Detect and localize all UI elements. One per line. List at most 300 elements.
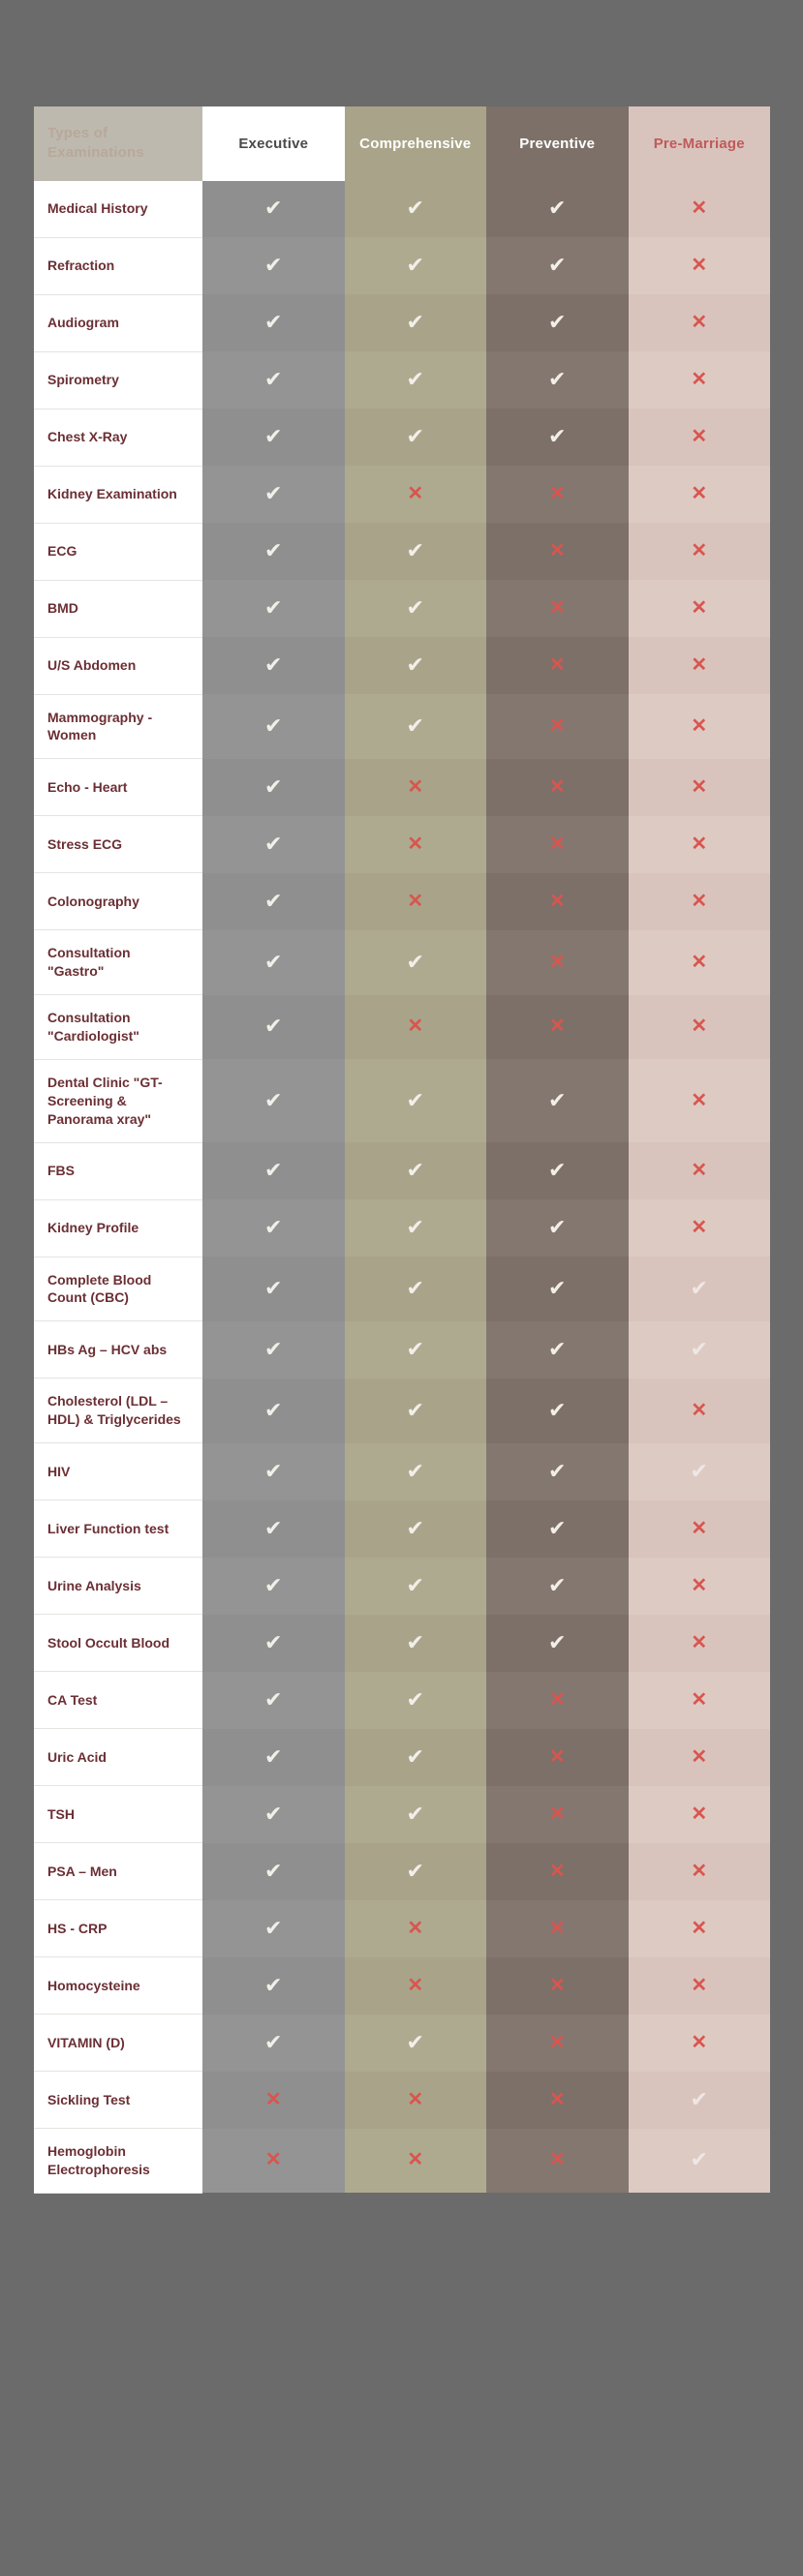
table-row: [34, 1321, 770, 1379]
coverage-cell-preventive: [486, 1729, 629, 1786]
coverage-cell-executive: [202, 1843, 345, 1900]
table-row: [34, 580, 770, 637]
cross-icon: ✕: [548, 775, 566, 798]
coverage-cell-executive: [202, 1786, 345, 1843]
coverage-cell-comprehensive: [345, 294, 487, 351]
check-icon: ✔: [406, 1572, 424, 1597]
cross-icon: ✕: [548, 1688, 566, 1711]
table-row: [34, 1500, 770, 1558]
check-icon: ✔: [548, 1397, 567, 1422]
cross-icon: ✕: [407, 890, 424, 912]
coverage-cell-comprehensive: [345, 1199, 487, 1257]
table-row: [34, 2129, 770, 2194]
check-icon: ✔: [548, 1336, 567, 1361]
coverage-cell-preventive: [486, 759, 629, 816]
coverage-cell-executive: [202, 1379, 345, 1443]
check-icon: ✔: [264, 1215, 283, 1240]
cross-icon: ✕: [691, 1917, 708, 1939]
exam-name-cell: HIV: [34, 1443, 202, 1500]
coverage-cell-comprehensive: [345, 181, 487, 238]
coverage-cell-preventive: [486, 1957, 629, 2015]
check-icon: ✔: [406, 1397, 424, 1422]
coverage-cell-pre_marriage: [629, 1321, 771, 1379]
cross-icon: ✕: [548, 1803, 566, 1825]
table-row: [34, 1443, 770, 1500]
cross-icon: ✕: [548, 2149, 566, 2171]
check-icon: ✔: [264, 949, 283, 974]
coverage-cell-executive: [202, 237, 345, 294]
coverage-cell-pre_marriage: [629, 523, 771, 580]
exam-name-cell: FBS: [34, 1142, 202, 1199]
cross-icon: ✕: [691, 1803, 708, 1825]
check-icon: ✔: [264, 1629, 283, 1654]
cross-icon: ✕: [548, 1015, 566, 1038]
check-icon: ✔: [406, 1629, 424, 1654]
coverage-cell-executive: [202, 1443, 345, 1500]
coverage-cell-comprehensive: [345, 1615, 487, 1672]
table-row: [34, 237, 770, 294]
coverage-cell-pre_marriage: [629, 2129, 771, 2194]
cross-icon: ✕: [548, 654, 566, 676]
exam-name-cell: PSA – Men: [34, 1843, 202, 1900]
exam-name-cell: Dental Clinic "GT- Screening & Panorama xray": [34, 1059, 202, 1142]
coverage-cell-preventive: [486, 637, 629, 694]
coverage-cell-executive: [202, 816, 345, 873]
cross-icon: ✕: [691, 597, 708, 619]
coverage-cell-comprehensive: [345, 694, 487, 759]
check-icon: ✔: [548, 424, 567, 448]
coverage-cell-pre_marriage: [629, 351, 771, 409]
check-icon: ✔: [406, 949, 424, 974]
check-icon: ✔: [406, 253, 424, 277]
check-icon: ✔: [264, 1336, 283, 1361]
cross-icon: ✕: [548, 1745, 566, 1768]
cross-icon: ✕: [691, 654, 708, 676]
check-icon: ✔: [548, 367, 567, 391]
check-icon: ✔: [548, 1458, 567, 1483]
cross-icon: ✕: [691, 833, 708, 855]
check-icon: ✔: [406, 538, 424, 562]
coverage-cell-pre_marriage: [629, 873, 771, 930]
cross-icon: ✕: [691, 714, 708, 737]
check-icon: ✔: [548, 1275, 567, 1300]
coverage-cell-comprehensive: [345, 873, 487, 930]
check-icon: ✔: [406, 424, 424, 448]
coverage-cell-preventive: [486, 2129, 629, 2194]
coverage-cell-preventive: [486, 523, 629, 580]
coverage-cell-executive: [202, 1900, 345, 1957]
table-row: [34, 409, 770, 466]
exam-name-cell: Stress ECG: [34, 816, 202, 873]
table-row: [34, 181, 770, 238]
coverage-cell-comprehensive: [345, 2015, 487, 2072]
check-icon: ✔: [264, 1972, 283, 1997]
cross-icon: ✕: [407, 1917, 424, 1939]
table-row: [34, 466, 770, 523]
cross-icon: ✕: [691, 1160, 708, 1182]
coverage-cell-comprehensive: [345, 466, 487, 523]
cross-icon: ✕: [548, 890, 566, 912]
exam-name-cell: Audiogram: [34, 294, 202, 351]
check-icon: ✔: [264, 2029, 283, 2054]
table-row: [34, 1059, 770, 1142]
coverage-cell-preventive: [486, 1615, 629, 1672]
coverage-cell-comprehensive: [345, 1558, 487, 1615]
check-icon: ✔: [264, 253, 283, 277]
column-header-executive: Executive: [202, 106, 345, 181]
coverage-cell-comprehensive: [345, 1443, 487, 1500]
table-row: [34, 2072, 770, 2129]
check-icon: ✔: [548, 1087, 567, 1112]
check-icon: ✔: [264, 1014, 283, 1039]
check-icon: ✔: [264, 1158, 283, 1183]
exam-name-cell: Uric Acid: [34, 1729, 202, 1786]
check-icon: ✔: [264, 831, 283, 856]
coverage-cell-executive: [202, 1672, 345, 1729]
coverage-cell-pre_marriage: [629, 1500, 771, 1558]
table-row: [34, 694, 770, 759]
table-row: [34, 1729, 770, 1786]
table-row: [34, 930, 770, 995]
exam-name-cell: Urine Analysis: [34, 1558, 202, 1615]
check-icon: ✔: [690, 1275, 708, 1300]
check-icon: ✔: [406, 1743, 424, 1769]
check-icon: ✔: [264, 1397, 283, 1422]
cross-icon: ✕: [691, 775, 708, 798]
check-icon: ✔: [264, 1801, 283, 1826]
table-body: [34, 181, 770, 2194]
coverage-cell-pre_marriage: [629, 466, 771, 523]
table-row: [34, 294, 770, 351]
coverage-cell-preventive: [486, 1059, 629, 1142]
coverage-cell-pre_marriage: [629, 2072, 771, 2129]
coverage-cell-executive: [202, 1957, 345, 2015]
coverage-cell-executive: [202, 1199, 345, 1257]
cross-icon: ✕: [691, 1089, 708, 1111]
column-header-preventive: Preventive: [486, 106, 629, 181]
check-icon: ✔: [264, 1915, 283, 1940]
exam-name-cell: Complete Blood Count (CBC): [34, 1257, 202, 1321]
coverage-cell-comprehensive: [345, 930, 487, 995]
coverage-cell-preventive: [486, 930, 629, 995]
coverage-cell-executive: [202, 694, 345, 759]
cross-icon: ✕: [548, 951, 566, 973]
coverage-cell-executive: [202, 466, 345, 523]
check-icon: ✔: [406, 1515, 424, 1540]
cross-icon: ✕: [691, 1745, 708, 1768]
cross-icon: ✕: [407, 833, 424, 855]
check-icon: ✔: [548, 1515, 567, 1540]
coverage-cell-pre_marriage: [629, 637, 771, 694]
cross-icon: ✕: [691, 1631, 708, 1653]
exam-name-cell: VITAMIN (D): [34, 2015, 202, 2072]
coverage-cell-preventive: [486, 2072, 629, 2129]
check-icon: ✔: [690, 1458, 708, 1483]
check-icon: ✔: [264, 424, 283, 448]
check-icon: ✔: [264, 1743, 283, 1769]
cross-icon: ✕: [407, 1974, 424, 1996]
table-row: [34, 1142, 770, 1199]
coverage-cell-comprehensive: [345, 2129, 487, 2194]
check-icon: ✔: [406, 1087, 424, 1112]
coverage-cell-comprehensive: [345, 1900, 487, 1957]
cross-icon: ✕: [548, 833, 566, 855]
check-icon: ✔: [264, 1572, 283, 1597]
coverage-cell-preventive: [486, 1786, 629, 1843]
cross-icon: ✕: [548, 1974, 566, 1996]
coverage-cell-pre_marriage: [629, 1729, 771, 1786]
check-icon: ✔: [548, 196, 567, 221]
exam-name-cell: Chest X-Ray: [34, 409, 202, 466]
table-row: [34, 1786, 770, 1843]
coverage-cell-pre_marriage: [629, 580, 771, 637]
exam-name-cell: ECG: [34, 523, 202, 580]
coverage-cell-preventive: [486, 580, 629, 637]
coverage-cell-comprehensive: [345, 637, 487, 694]
table-row: [34, 1199, 770, 1257]
cross-icon: ✕: [691, 1860, 708, 1882]
coverage-cell-comprehensive: [345, 1786, 487, 1843]
coverage-cell-executive: [202, 2129, 345, 2194]
cross-icon: ✕: [691, 312, 708, 333]
coverage-cell-preventive: [486, 1843, 629, 1900]
coverage-cell-executive: [202, 181, 345, 238]
table-header: [34, 106, 770, 181]
check-icon: ✔: [690, 2147, 708, 2172]
coverage-cell-preventive: [486, 694, 629, 759]
exam-name-cell: TSH: [34, 1786, 202, 1843]
cross-icon: ✕: [407, 775, 424, 798]
table-row: [34, 523, 770, 580]
cross-icon: ✕: [691, 1217, 708, 1239]
table-row: [34, 1672, 770, 1729]
cross-icon: ✕: [691, 1399, 708, 1421]
table-row: [34, 1843, 770, 1900]
exam-name-cell: HBs Ag – HCV abs: [34, 1321, 202, 1379]
coverage-cell-preventive: [486, 995, 629, 1060]
corner-header-label: Types of Examinations: [34, 106, 202, 181]
cross-icon: ✕: [548, 2088, 566, 2110]
coverage-cell-pre_marriage: [629, 1142, 771, 1199]
table-row: [34, 1379, 770, 1443]
coverage-cell-comprehensive: [345, 816, 487, 873]
check-icon: ✔: [548, 1629, 567, 1654]
coverage-cell-preventive: [486, 1900, 629, 1957]
coverage-cell-comprehensive: [345, 351, 487, 409]
exam-name-cell: U/S Abdomen: [34, 637, 202, 694]
coverage-cell-preventive: [486, 873, 629, 930]
cross-icon: ✕: [548, 2031, 566, 2053]
check-icon: ✔: [406, 652, 424, 677]
coverage-cell-comprehensive: [345, 409, 487, 466]
cross-icon: ✕: [691, 2031, 708, 2053]
coverage-cell-preventive: [486, 181, 629, 238]
coverage-cell-pre_marriage: [629, 1957, 771, 2015]
exam-name-cell: Hemoglobin Electrophoresis: [34, 2129, 202, 2194]
check-icon: ✔: [406, 595, 424, 620]
cross-icon: ✕: [691, 890, 708, 912]
check-icon: ✔: [264, 888, 283, 913]
coverage-cell-comprehensive: [345, 1059, 487, 1142]
check-icon: ✔: [264, 1686, 283, 1712]
exam-name-cell: Cholesterol (LDL – HDL) & Triglycerides: [34, 1379, 202, 1443]
cross-icon: ✕: [691, 483, 708, 504]
coverage-cell-executive: [202, 873, 345, 930]
coverage-cell-executive: [202, 1558, 345, 1615]
table-row: [34, 1257, 770, 1321]
check-icon: ✔: [406, 310, 424, 334]
exam-name-cell: Medical History: [34, 181, 202, 238]
table-row: [34, 816, 770, 873]
coverage-cell-pre_marriage: [629, 181, 771, 238]
exam-name-cell: Kidney Profile: [34, 1199, 202, 1257]
coverage-cell-preventive: [486, 351, 629, 409]
cross-icon: ✕: [691, 1574, 708, 1596]
table-row: [34, 637, 770, 694]
check-icon: ✔: [406, 367, 424, 391]
coverage-cell-executive: [202, 1615, 345, 1672]
coverage-cell-pre_marriage: [629, 1059, 771, 1142]
table-row: [34, 995, 770, 1060]
coverage-cell-preventive: [486, 1558, 629, 1615]
check-icon: ✔: [406, 1686, 424, 1712]
cross-icon: ✕: [691, 1688, 708, 1711]
coverage-cell-comprehensive: [345, 1500, 487, 1558]
table-row: [34, 1558, 770, 1615]
coverage-cell-preventive: [486, 1443, 629, 1500]
coverage-cell-preventive: [486, 816, 629, 873]
coverage-cell-executive: [202, 1500, 345, 1558]
cross-icon: ✕: [407, 2149, 424, 2171]
check-icon: ✔: [264, 196, 283, 221]
table-row: [34, 351, 770, 409]
coverage-cell-executive: [202, 1729, 345, 1786]
exam-name-cell: Consultation "Gastro": [34, 930, 202, 995]
coverage-cell-pre_marriage: [629, 1672, 771, 1729]
coverage-cell-comprehensive: [345, 1672, 487, 1729]
check-icon: ✔: [264, 310, 283, 334]
check-icon: ✔: [264, 1458, 283, 1483]
check-icon: ✔: [264, 1275, 283, 1300]
coverage-cell-pre_marriage: [629, 1199, 771, 1257]
coverage-cell-comprehensive: [345, 1257, 487, 1321]
exam-name-cell: BMD: [34, 580, 202, 637]
exam-name-cell: Kidney Examination: [34, 466, 202, 523]
cross-icon: ✕: [264, 2088, 282, 2110]
coverage-cell-pre_marriage: [629, 759, 771, 816]
coverage-cell-executive: [202, 1257, 345, 1321]
coverage-cell-pre_marriage: [629, 816, 771, 873]
check-icon: ✔: [406, 1215, 424, 1240]
coverage-cell-preventive: [486, 237, 629, 294]
coverage-cell-executive: [202, 1142, 345, 1199]
check-icon: ✔: [406, 1158, 424, 1183]
coverage-cell-pre_marriage: [629, 1615, 771, 1672]
coverage-cell-pre_marriage: [629, 1786, 771, 1843]
check-icon: ✔: [406, 1275, 424, 1300]
coverage-cell-comprehensive: [345, 1142, 487, 1199]
check-icon: ✔: [406, 196, 424, 221]
cross-icon: ✕: [691, 369, 708, 390]
column-header-comprehensive: Comprehensive: [345, 106, 487, 181]
coverage-cell-pre_marriage: [629, 1558, 771, 1615]
table-row: [34, 759, 770, 816]
coverage-cell-comprehensive: [345, 523, 487, 580]
exam-name-cell: Consultation "Cardiologist": [34, 995, 202, 1060]
coverage-cell-executive: [202, 995, 345, 1060]
coverage-cell-pre_marriage: [629, 694, 771, 759]
coverage-cell-preventive: [486, 1257, 629, 1321]
coverage-cell-comprehensive: [345, 1379, 487, 1443]
column-header-pre-marriage: Pre-Marriage: [629, 106, 771, 181]
check-icon: ✔: [406, 1458, 424, 1483]
exam-name-cell: Spirometry: [34, 351, 202, 409]
coverage-cell-pre_marriage: [629, 409, 771, 466]
coverage-cell-executive: [202, 2015, 345, 2072]
exam-name-cell: Homocysteine: [34, 1957, 202, 2015]
coverage-cell-preventive: [486, 1142, 629, 1199]
cross-icon: ✕: [691, 1517, 708, 1539]
check-icon: ✔: [264, 652, 283, 677]
coverage-cell-pre_marriage: [629, 995, 771, 1060]
cross-icon: ✕: [407, 483, 424, 504]
cross-icon: ✕: [548, 714, 566, 737]
coverage-cell-pre_marriage: [629, 1900, 771, 1957]
coverage-cell-pre_marriage: [629, 294, 771, 351]
coverage-cell-comprehensive: [345, 1321, 487, 1379]
cross-icon: ✕: [264, 2149, 282, 2171]
coverage-cell-executive: [202, 930, 345, 995]
check-icon: ✔: [264, 1858, 283, 1883]
coverage-cell-preventive: [486, 409, 629, 466]
check-icon: ✔: [264, 481, 283, 505]
coverage-cell-preventive: [486, 1500, 629, 1558]
coverage-cell-pre_marriage: [629, 1843, 771, 1900]
cross-icon: ✕: [548, 597, 566, 619]
exam-name-cell: Refraction: [34, 237, 202, 294]
check-icon: ✔: [690, 1336, 708, 1361]
cross-icon: ✕: [548, 1860, 566, 1882]
check-icon: ✔: [406, 712, 424, 738]
check-icon: ✔: [406, 2029, 424, 2054]
coverage-cell-comprehensive: [345, 580, 487, 637]
coverage-cell-comprehensive: [345, 1843, 487, 1900]
coverage-cell-executive: [202, 2072, 345, 2129]
coverage-cell-pre_marriage: [629, 930, 771, 995]
cross-icon: ✕: [691, 540, 708, 561]
exam-name-cell: Mammography - Women: [34, 694, 202, 759]
table-row: [34, 1900, 770, 1957]
check-icon: ✔: [264, 595, 283, 620]
check-icon: ✔: [264, 1087, 283, 1112]
check-icon: ✔: [690, 2086, 708, 2111]
check-icon: ✔: [548, 1158, 567, 1183]
coverage-cell-preventive: [486, 1672, 629, 1729]
check-icon: ✔: [264, 367, 283, 391]
cross-icon: ✕: [691, 1015, 708, 1038]
coverage-cell-pre_marriage: [629, 1257, 771, 1321]
exam-name-cell: Sickling Test: [34, 2072, 202, 2129]
check-icon: ✔: [264, 538, 283, 562]
cross-icon: ✕: [407, 2088, 424, 2110]
table-row: [34, 1957, 770, 2015]
coverage-cell-executive: [202, 523, 345, 580]
coverage-cell-pre_marriage: [629, 2015, 771, 2072]
coverage-cell-preventive: [486, 1321, 629, 1379]
check-icon: ✔: [548, 310, 567, 334]
coverage-cell-pre_marriage: [629, 1443, 771, 1500]
exam-name-cell: HS - CRP: [34, 1900, 202, 1957]
